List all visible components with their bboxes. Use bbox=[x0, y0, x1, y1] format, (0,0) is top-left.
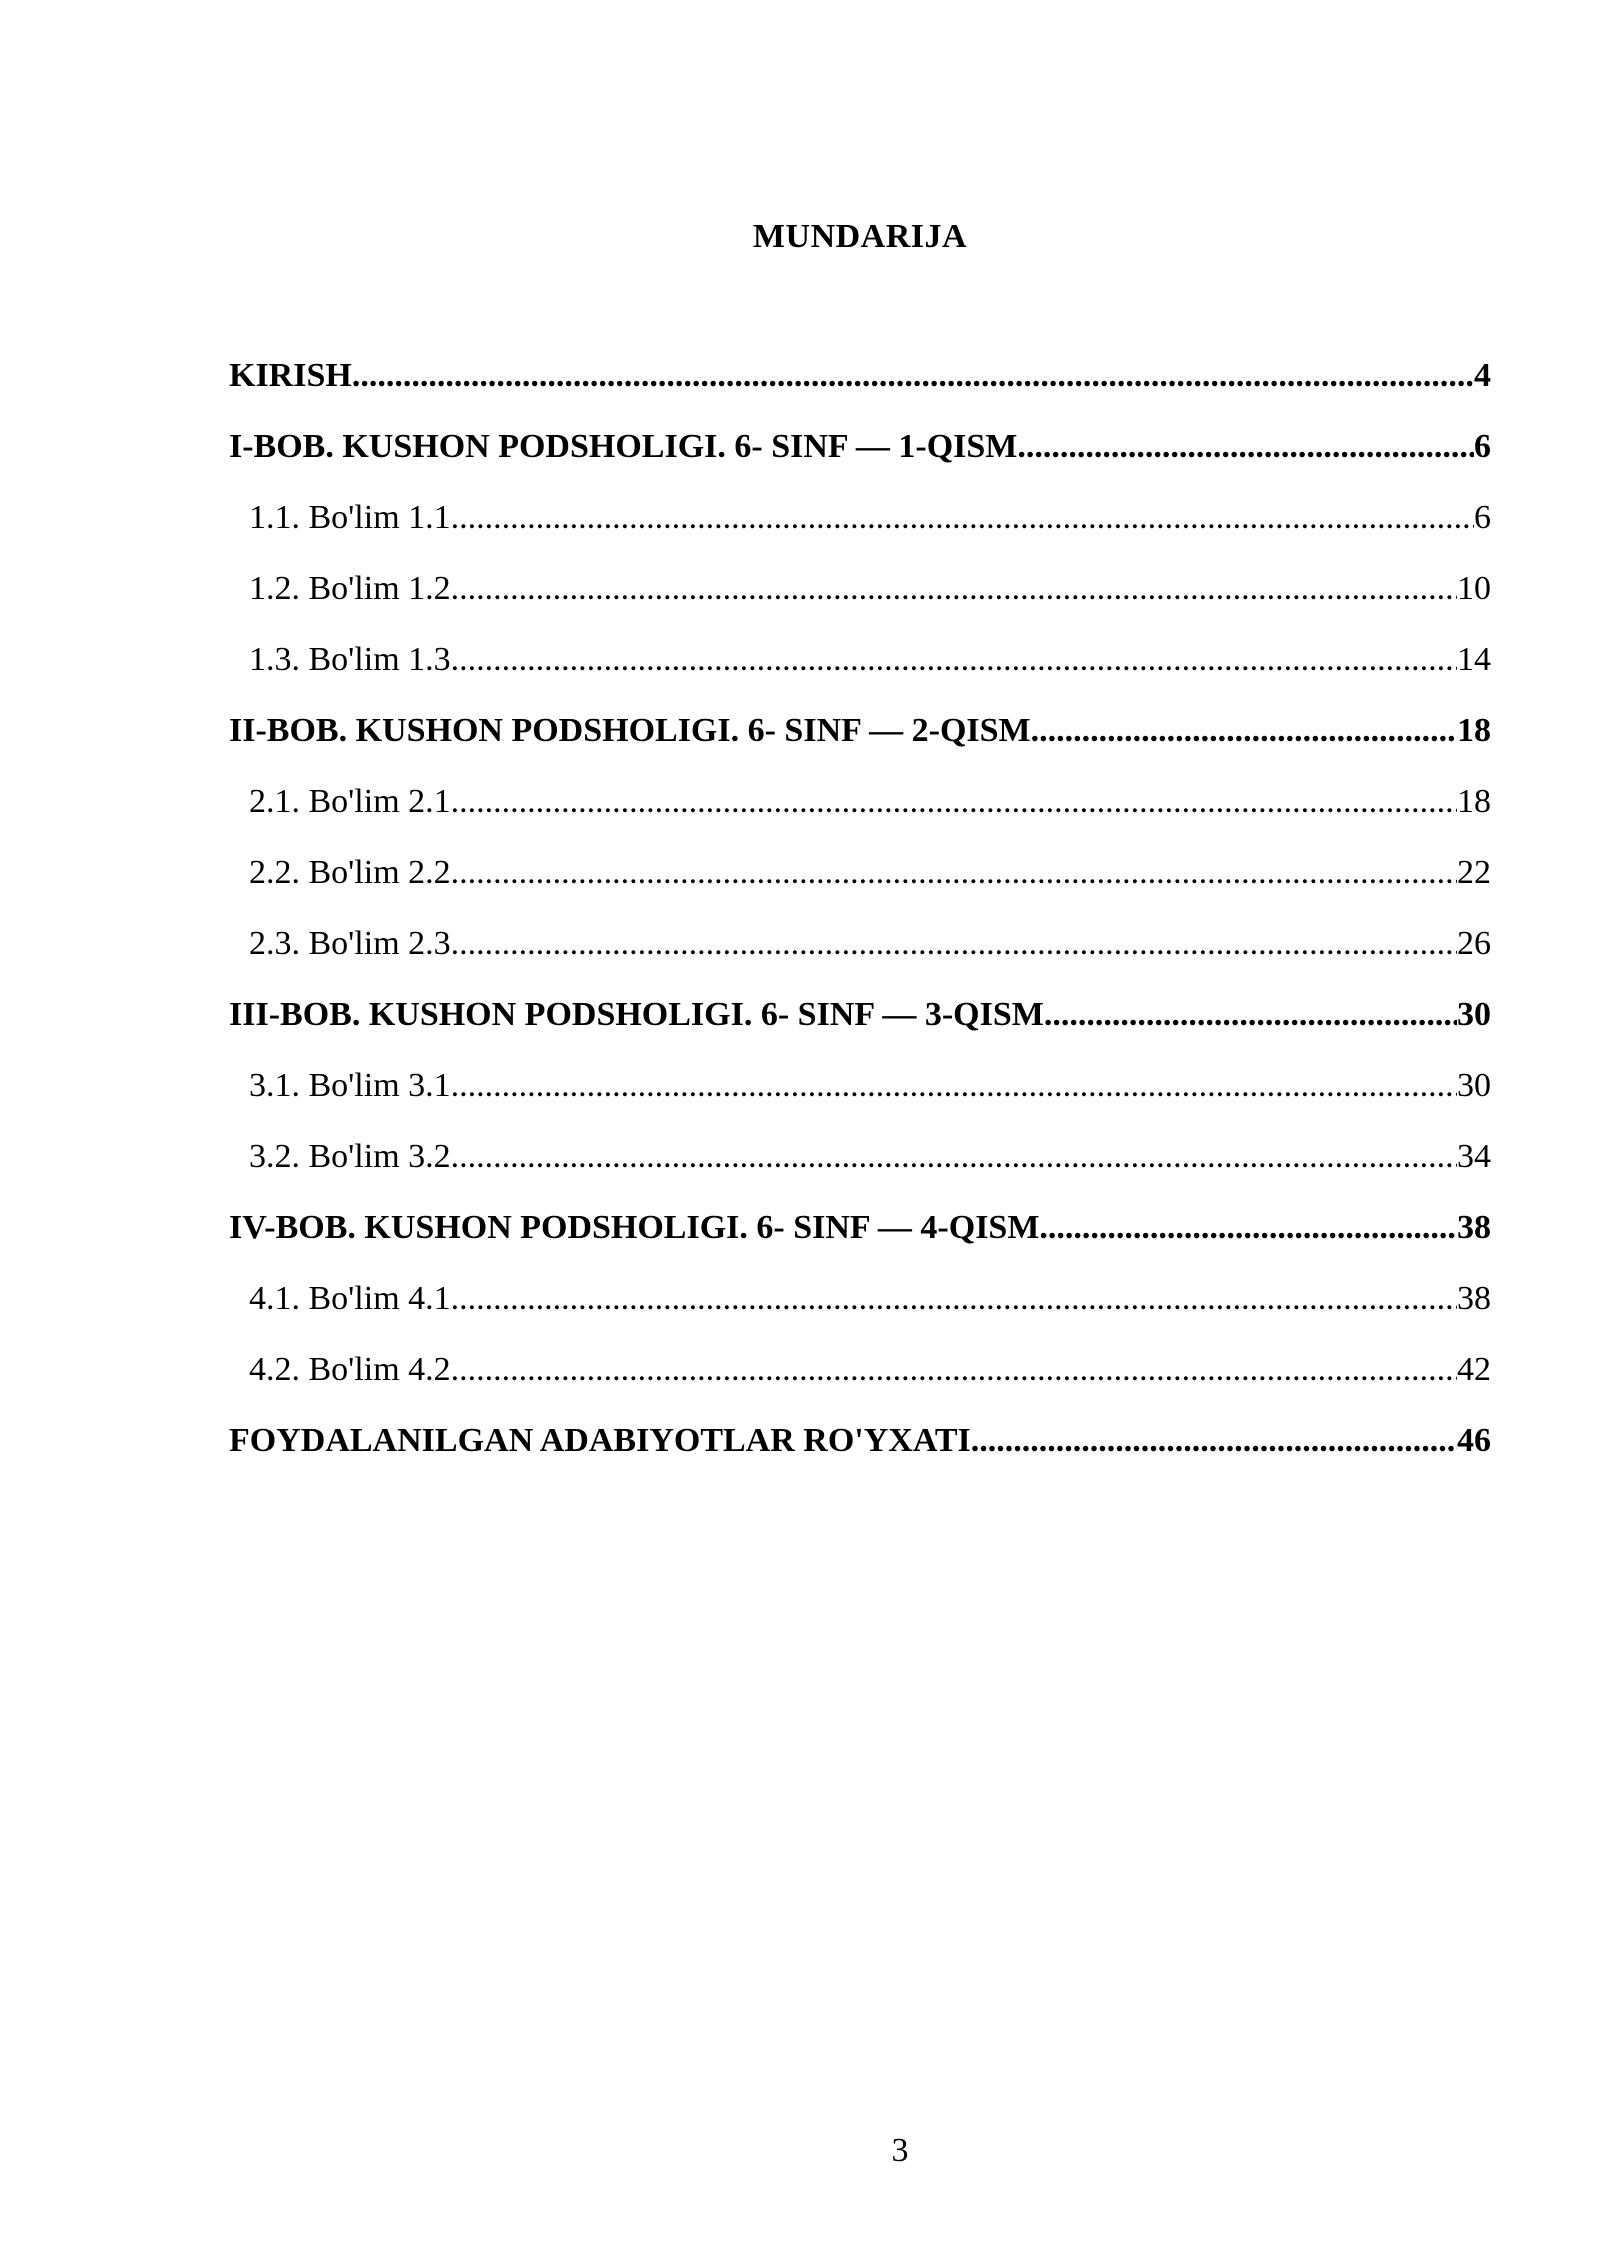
toc-entry-label: II-BOB. KUSHON PODSHOLIGI. 6- SINF — 2-QISM bbox=[229, 712, 1031, 749]
toc-entry-page: 6 bbox=[1474, 428, 1491, 465]
toc-entry-page: 14 bbox=[1457, 641, 1491, 678]
toc-chapter-entry[interactable] bbox=[229, 411, 1491, 482]
toc-entry-label: 2.3. Bo'lim 2.3 bbox=[249, 925, 451, 962]
toc-dot-leader bbox=[971, 1405, 1457, 1476]
toc-entry-label: 4.1. Bo'lim 4.1 bbox=[249, 1280, 451, 1317]
toc-entry-label: 3.1. Bo'lim 3.1 bbox=[249, 1067, 451, 1104]
toc-entry-page: 6 bbox=[1474, 499, 1491, 536]
toc-entry-page: 46 bbox=[1457, 1422, 1491, 1459]
toc-chapter-entry[interactable] bbox=[229, 979, 1491, 1050]
toc-section-entry[interactable] bbox=[229, 1263, 1491, 1334]
toc-entry-page: 30 bbox=[1457, 996, 1491, 1033]
toc-section-entry[interactable] bbox=[229, 553, 1491, 624]
toc-section-entry[interactable] bbox=[229, 837, 1491, 908]
toc-dot-leader bbox=[352, 340, 1474, 411]
toc-dot-leader bbox=[1039, 1192, 1457, 1263]
table-of-contents bbox=[229, 340, 1491, 1476]
toc-dot-leader bbox=[451, 1334, 1457, 1405]
toc-section-entry[interactable] bbox=[229, 766, 1491, 837]
toc-dot-leader bbox=[1044, 979, 1457, 1050]
toc-entry-page: 34 bbox=[1457, 1138, 1491, 1175]
toc-dot-leader bbox=[451, 624, 1457, 695]
toc-section-entry[interactable] bbox=[229, 1121, 1491, 1192]
toc-entry-page: 22 bbox=[1457, 854, 1491, 891]
toc-entry-label: 1.1. Bo'lim 1.1 bbox=[249, 499, 451, 536]
toc-dot-leader bbox=[451, 482, 1474, 553]
toc-entry-label: 1.2. Bo'lim 1.2 bbox=[249, 570, 451, 607]
toc-dot-leader bbox=[451, 766, 1457, 837]
page-title: MUNDARIJA bbox=[752, 218, 968, 255]
toc-entry-label: 1.3. Bo'lim 1.3 bbox=[249, 641, 451, 678]
toc-dot-leader bbox=[451, 908, 1457, 979]
toc-entry-label: 2.2. Bo'lim 2.2 bbox=[249, 854, 451, 891]
toc-entry-page: 18 bbox=[1457, 783, 1491, 820]
toc-entry-label: I-BOB. KUSHON PODSHOLIGI. 6- SINF — 1-QISM bbox=[229, 428, 1018, 465]
toc-entry-page: 42 bbox=[1457, 1351, 1491, 1388]
toc-dot-leader bbox=[1017, 411, 1474, 482]
toc-dot-leader bbox=[451, 1050, 1457, 1121]
toc-entry-page: 4 bbox=[1474, 357, 1491, 394]
toc-entry-page: 30 bbox=[1457, 1067, 1491, 1104]
toc-dot-leader bbox=[451, 1263, 1457, 1334]
toc-section-entry[interactable] bbox=[229, 482, 1491, 553]
toc-entry-label: FOYDALANILGAN ADABIYOTLAR RO'YXATI bbox=[229, 1422, 971, 1459]
toc-chapter-entry[interactable] bbox=[229, 340, 1491, 411]
toc-entry-label: IV-BOB. KUSHON PODSHOLIGI. 6- SINF — 4-QISM bbox=[229, 1209, 1040, 1246]
toc-entry-label: KIRISH bbox=[229, 357, 352, 394]
toc-dot-leader bbox=[451, 553, 1457, 624]
toc-dot-leader bbox=[1031, 695, 1457, 766]
toc-chapter-entry[interactable] bbox=[229, 1405, 1491, 1476]
toc-section-entry[interactable] bbox=[229, 908, 1491, 979]
toc-section-entry[interactable] bbox=[229, 1050, 1491, 1121]
toc-entry-page: 10 bbox=[1457, 570, 1491, 607]
toc-section-entry[interactable] bbox=[229, 624, 1491, 695]
toc-chapter-entry[interactable] bbox=[229, 1192, 1491, 1263]
toc-entry-label: III-BOB. KUSHON PODSHOLIGI. 6- SINF — 3-QISM bbox=[229, 996, 1044, 1033]
toc-dot-leader bbox=[451, 1121, 1457, 1192]
toc-entry-label: 2.1. Bo'lim 2.1 bbox=[249, 783, 451, 820]
toc-section-entry[interactable] bbox=[229, 1334, 1491, 1405]
toc-entry-page: 26 bbox=[1457, 925, 1491, 962]
toc-chapter-entry[interactable] bbox=[229, 695, 1491, 766]
toc-dot-leader bbox=[451, 837, 1457, 908]
toc-entry-label: 3.2. Bo'lim 3.2 bbox=[249, 1138, 451, 1175]
toc-entry-label: 4.2. Bo'lim 4.2 bbox=[249, 1351, 451, 1388]
page-number: 3 bbox=[891, 2132, 909, 2169]
toc-entry-page: 38 bbox=[1457, 1280, 1491, 1317]
toc-entry-page: 38 bbox=[1457, 1209, 1491, 1246]
toc-entry-page: 18 bbox=[1457, 712, 1491, 749]
